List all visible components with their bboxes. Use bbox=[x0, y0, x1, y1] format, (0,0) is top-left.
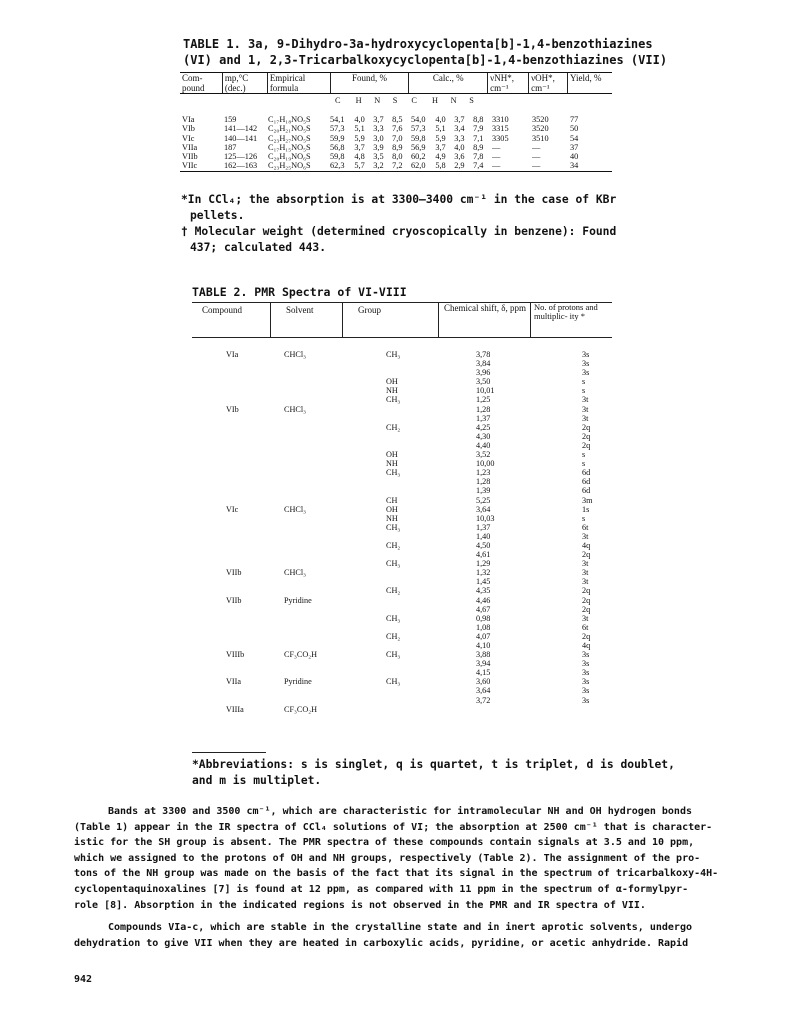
page-number: 942 bbox=[74, 974, 93, 985]
t2-footnote-rule bbox=[192, 752, 266, 753]
t1-cell-found-h: 5,7 bbox=[354, 161, 365, 171]
t1-cell-found-h: 5,9 bbox=[354, 133, 365, 143]
para1-line3: istic for the SH group is absent. The PMR spectra of these compounds contain signals at 3.5 and 10 ppm, bbox=[74, 837, 695, 849]
t1-cell-vnh: — bbox=[492, 152, 501, 162]
t1-cell-calc-h: 5,8 bbox=[435, 161, 446, 171]
t2-footnote-line1: *Abbreviations: s is singlet, q is quartet, t is triplet, d is doublet, bbox=[192, 758, 675, 771]
table-row bbox=[180, 152, 612, 161]
t1-sub-c1: C bbox=[334, 96, 341, 105]
t1-sub-h1: H bbox=[355, 96, 362, 105]
t1-footnote1-line2: pellets. bbox=[190, 209, 245, 222]
t1-cell-yield: 50 bbox=[570, 124, 579, 134]
table2 bbox=[192, 302, 612, 750]
t1-header-formula: Empirical formula bbox=[267, 73, 330, 93]
t1-cell-found-c: 59,9 bbox=[330, 133, 345, 143]
table1-caption-line2: (VI) and 1, 2,3-Tricarbalkoxycyclopenta[b]-1,4-benzothiazines (VII) bbox=[183, 53, 668, 67]
t1-sub-s2: S bbox=[469, 96, 474, 105]
t1-cell-yield: 54 bbox=[570, 133, 579, 143]
t2-header-group: Group bbox=[358, 305, 381, 315]
t1-sub-n1: N bbox=[374, 96, 381, 105]
t1-cell-formula: C₂₃H₂₅NO₆S bbox=[268, 161, 311, 171]
t1-cell-found-n: 3,3 bbox=[373, 124, 384, 134]
t2-compound-column: VIa VIb VIc VIIb VIIb VIIIb VIIa VIIIa bbox=[226, 350, 245, 714]
t1-cell-formula: C₁₇H₁₅NO₅S bbox=[268, 142, 311, 152]
t2-protons-column: 3s 3s 3s s s 3t 3t 3t 2q 2q 2q s s 6d 6d 6d 3m 1s s 6t 3t 4q 2q 3t 3t 3t 2q 2q 2q 3t 6t 2q 4q 3s 3s 3s 3s 3s 3s bbox=[582, 350, 593, 705]
t1-cell-compound: VIIa bbox=[182, 142, 198, 152]
t1-cell-found-n: 3,7 bbox=[373, 115, 384, 125]
t1-cell-found-s: 7,2 bbox=[392, 161, 403, 171]
t1-cell-vnh: 3310 bbox=[492, 115, 509, 125]
t1-cell-calc-h: 3,7 bbox=[435, 142, 446, 152]
t1-header-compound: Com- pound bbox=[180, 73, 222, 93]
table1-caption-line1: TABLE 1. 3a, 9-Dihydro-3a-hydroxycyclopenta[b]-1,4-benzothiazines bbox=[183, 37, 653, 51]
t1-cell-calc-n: 3,4 bbox=[454, 124, 465, 134]
para2-line1: Compounds VIa-c, which are stable in the crystalline state and in inert aprotic solvents, undergo bbox=[108, 922, 692, 933]
t1-cell-calc-c: 54,0 bbox=[410, 115, 426, 125]
t1-cell-calc-s: 7,4 bbox=[473, 161, 484, 171]
t1-cell-found-h: 3,7 bbox=[354, 142, 365, 152]
t1-cell-yield: 34 bbox=[570, 161, 579, 171]
t1-cell-calc-h: 5,9 bbox=[435, 133, 446, 143]
t1-cell-compound: VIa bbox=[182, 115, 195, 125]
t1-sub-s1: S bbox=[392, 96, 398, 105]
t2-header-solvent: Solvent bbox=[286, 305, 314, 315]
t1-cell-calc-h: 5,1 bbox=[435, 124, 446, 134]
t1-cell-voh: — bbox=[532, 161, 541, 171]
table-row bbox=[180, 134, 612, 143]
t1-cell-mp: 125—126 bbox=[224, 152, 258, 162]
t1-cell-vnh: 3315 bbox=[492, 124, 509, 134]
t1-cell-calc-c: 57,3 bbox=[410, 124, 426, 134]
t1-cell-found-c: 62,3 bbox=[330, 161, 345, 171]
table-row bbox=[180, 115, 612, 124]
t1-cell-found-c: 59,8 bbox=[330, 152, 345, 162]
t1-cell-voh: — bbox=[532, 152, 541, 162]
t1-cell-calc-s: 8,9 bbox=[473, 142, 484, 152]
t1-footnote2-line1: † Molecular weight (determined cryoscopically in benzene): Found bbox=[181, 225, 617, 238]
t1-cell-voh: 3510 bbox=[532, 133, 549, 143]
t1-cell-found-s: 7,0 bbox=[392, 133, 403, 143]
t1-cell-mp: 140—141 bbox=[224, 133, 258, 143]
t1-cell-formula: C₁₇H₁₈NO₅S bbox=[268, 115, 311, 125]
t1-cell-calc-s: 8,8 bbox=[473, 115, 484, 125]
t2-group-column: CH₃ OH NH CH₃ CH₂ OH NH CH₃ CH OH NH CH₃ CH₂ CH₃ CH₂ CH₃ CH₂ CH₃ CH₃ bbox=[386, 350, 401, 687]
table-row bbox=[180, 161, 612, 170]
para1-line2: (Table 1) appear in the IR spectra of CCl₄ solutions of VI; the absorption at 2500 cm⁻¹ that is character- bbox=[74, 821, 713, 833]
t1-cell-calc-c: 62,0 bbox=[410, 161, 426, 171]
t1-cell-found-c: 56,8 bbox=[330, 142, 345, 152]
t1-cell-formula: C₂₀H₁₉NO₆S bbox=[268, 152, 311, 162]
t2-header-protons: No. of protons and multiplic- ity * bbox=[534, 302, 598, 322]
t1-header-vnh: νNH*, cm⁻¹ bbox=[488, 73, 529, 93]
t1-cell-vnh: — bbox=[492, 142, 501, 152]
t1-cell-calc-n: 3,6 bbox=[454, 152, 465, 162]
t1-cell-yield: 77 bbox=[570, 115, 579, 125]
t1-cell-calc-c: 59,8 bbox=[410, 133, 426, 143]
t1-cell-found-h: 5,1 bbox=[354, 124, 365, 134]
t1-header-voh: νOH*, cm⁻¹ bbox=[529, 73, 568, 93]
table-row bbox=[180, 124, 612, 133]
t1-cell-compound: VIIb bbox=[182, 152, 198, 162]
t1-cell-found-c: 54,1 bbox=[330, 115, 345, 125]
t2-footnote-line2: and m is multiplet. bbox=[192, 774, 322, 787]
table1 bbox=[180, 72, 612, 172]
t1-cell-compound: VIb bbox=[182, 124, 195, 134]
paragraph-2 bbox=[74, 920, 764, 951]
t1-cell-found-n: 3,2 bbox=[373, 161, 384, 171]
t1-sub-h2: H bbox=[432, 96, 439, 105]
t1-cell-calc-s: 7,1 bbox=[473, 133, 484, 143]
t1-footnote1-line1: *In CCl₄; the absorption is at 3300–3400 cm⁻¹ in the case of KBr bbox=[181, 193, 617, 206]
paragraph-1 bbox=[74, 804, 764, 913]
t1-cell-found-h: 4,0 bbox=[354, 115, 365, 125]
t1-cell-formula: C₂₀H₂₁NO₅S bbox=[268, 124, 311, 134]
t1-cell-found-n: 3,5 bbox=[373, 152, 384, 162]
table-row bbox=[180, 143, 612, 152]
t1-cell-mp: 162—163 bbox=[224, 161, 258, 171]
t1-cell-calc-s: 7,9 bbox=[473, 124, 484, 134]
t1-cell-found-n: 3,0 bbox=[373, 133, 384, 143]
t1-cell-calc-n: 3,7 bbox=[454, 115, 465, 125]
t1-cell-mp: 141—142 bbox=[224, 124, 258, 134]
t1-cell-found-s: 8,0 bbox=[392, 152, 403, 162]
t1-header-mp: mp,°C (dec.) bbox=[222, 73, 267, 93]
t2-shift-column: 3,78 3,84 3,96 3,50 10,01 1,25 1,28 1,37 4,25 4,30 4,40 3,52 10,00 1,23 1,28 1,39 5,25 3,64 10,03 1,37 1,40 4,50 4,61 1,29 1,32 1,45 4,35 4,46 4,67 0,98 1,08 4,07 4,10 3,88 3,94 4,15 3,60 3,64 3,72 bbox=[476, 350, 495, 705]
t1-cell-found-c: 57,3 bbox=[330, 124, 345, 134]
para2-line2: dehydration to give VII when they are heated in carboxylic acids, pyridine, or acetic anhydride. Rapid bbox=[74, 937, 689, 949]
t2-header-compound: Compound bbox=[202, 305, 243, 315]
t1-cell-found-s: 8,5 bbox=[392, 115, 403, 125]
t1-cell-vnh: — bbox=[492, 161, 501, 171]
t1-cell-formula: C₂₃H₂₇NO₅S bbox=[268, 133, 311, 143]
t1-cell-mp: 159 bbox=[224, 115, 237, 125]
para1-line1: Bands at 3300 and 3500 cm⁻¹, which are characteristic for intramolecular NH and OH hydrogen bonds bbox=[108, 806, 692, 817]
t1-cell-voh: — bbox=[532, 142, 541, 152]
t1-cell-calc-h: 4,9 bbox=[435, 152, 446, 162]
t1-cell-calc-c: 60,2 bbox=[410, 152, 426, 162]
t1-cell-compound: VIc bbox=[182, 133, 195, 143]
para1-line7: role [8]. Absorption in the indicated regions is not observed in the PMR and IR spectra of VII. bbox=[74, 899, 646, 911]
para1-line5: tons of the NH group was made on the basis of the fact that its signal in the spectrum of tricarbalkoxy-4H- bbox=[74, 868, 719, 880]
t1-cell-calc-n: 4,0 bbox=[454, 142, 465, 152]
t1-cell-yield: 37 bbox=[570, 142, 579, 152]
t1-cell-calc-n: 3,3 bbox=[454, 133, 465, 143]
table2-caption: TABLE 2. PMR Spectra of VI-VIII bbox=[192, 285, 407, 299]
t1-footnote2-line2: 437; calculated 443. bbox=[190, 241, 327, 254]
t1-cell-found-n: 3,9 bbox=[373, 142, 384, 152]
para1-line4: which we assigned to the protons of OH and NH groups, respectively (Table 2). The assignment of the pro- bbox=[74, 852, 701, 864]
t1-cell-mp: 187 bbox=[224, 142, 237, 152]
t1-cell-calc-c: 56,9 bbox=[410, 142, 426, 152]
t1-cell-vnh: 3305 bbox=[492, 133, 509, 143]
t1-cell-voh: 3520 bbox=[532, 115, 549, 125]
t2-solvent-column: CHCl₃ CHCl₃ CHCl₃ CHCl₃ Pyridine CF₃CO₂H Pyridine CF₃CO₂H bbox=[284, 350, 318, 714]
t1-header-found: Found, % bbox=[330, 73, 409, 93]
t1-cell-compound: VIIc bbox=[182, 161, 198, 171]
t1-cell-calc-h: 4,0 bbox=[435, 115, 446, 125]
t1-sub-n2: N bbox=[450, 96, 457, 105]
t1-header-yield: Yield, % bbox=[570, 73, 602, 83]
para1-line6: cyclopentaquinoxalines [7] is found at 12 ppm, as compared with 11 ppm in the spectrum of α-formylpyr- bbox=[74, 883, 689, 895]
t1-cell-yield: 40 bbox=[570, 152, 579, 162]
t1-cell-found-s: 7,6 bbox=[392, 124, 403, 134]
t1-sub-c2: C bbox=[411, 96, 417, 105]
t2-header-shift: Chemical shift, δ, ppm bbox=[444, 303, 526, 313]
t1-cell-calc-s: 7,8 bbox=[473, 152, 484, 162]
t1-cell-found-h: 4,8 bbox=[354, 152, 365, 162]
t1-cell-found-s: 8,9 bbox=[392, 142, 403, 152]
t1-cell-calc-n: 2,9 bbox=[454, 161, 465, 171]
t1-header-calc: Calc., % bbox=[409, 73, 488, 93]
t1-cell-voh: 3520 bbox=[532, 124, 549, 134]
